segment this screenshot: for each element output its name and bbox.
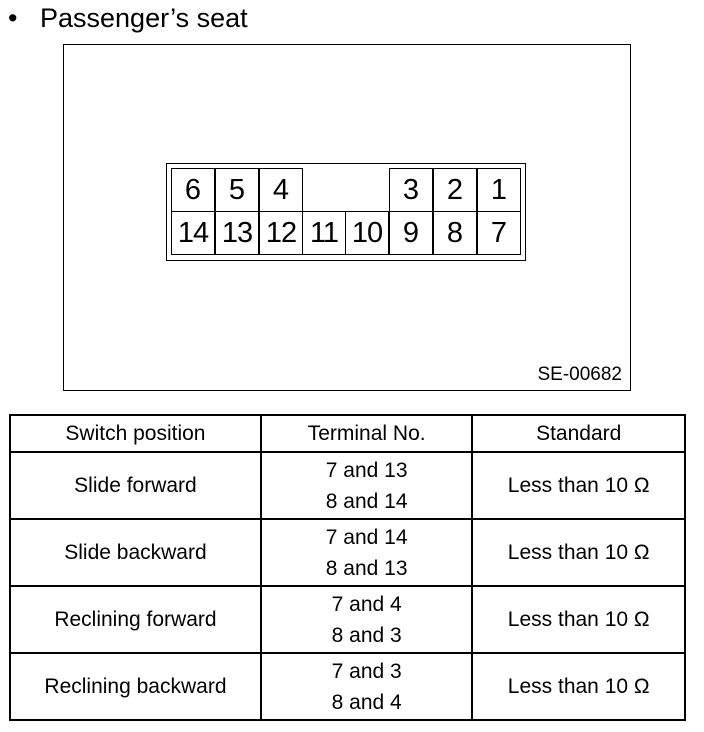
pin-4: 4 [259, 168, 303, 212]
pin-3: 3 [389, 168, 433, 212]
pin-8: 8 [433, 211, 477, 255]
pin-2: 2 [433, 168, 477, 212]
pin-12: 12 [259, 211, 303, 255]
terminal-pair: 7 and 14 [325, 525, 408, 549]
terminal-pair: 7 and 4 [331, 592, 402, 616]
pin-6: 6 [171, 168, 215, 212]
switch-position-cell: Slide backward [10, 519, 261, 586]
section-title: Passenger’s seat [40, 3, 248, 33]
pin-7: 7 [477, 211, 521, 255]
standard-cell: Less than 10 Ω [472, 452, 685, 519]
pin-1: 1 [477, 168, 521, 212]
standard-cell: Less than 10 Ω [472, 586, 685, 653]
pin-11: 11 [302, 211, 346, 255]
terminal-cell [261, 519, 472, 586]
terminal-pair: 8 and 14 [325, 489, 408, 513]
pin-9: 9 [389, 211, 433, 255]
pin-13: 13 [215, 211, 259, 255]
inspection-table [9, 414, 686, 721]
switch-position-cell: Reclining backward [10, 653, 261, 720]
terminal-pair: 7 and 13 [325, 458, 408, 482]
terminal-pair: 8 and 3 [331, 623, 402, 647]
pin-10: 10 [345, 211, 389, 255]
figure-code: SE-00682 [537, 364, 622, 385]
table-row [10, 519, 685, 586]
switch-position-cell: Reclining forward [10, 586, 261, 653]
header-standard: Standard [472, 415, 685, 452]
standard-cell: Less than 10 Ω [472, 653, 685, 720]
terminal-cell [261, 452, 472, 519]
table-row [10, 452, 685, 519]
switch-position-cell: Slide forward [10, 452, 261, 519]
table-header-row [10, 415, 685, 452]
connector-figure [63, 44, 631, 391]
table-row [10, 653, 685, 720]
section-heading [8, 0, 248, 36]
connector-outline [166, 163, 526, 261]
table-row [10, 586, 685, 653]
terminal-pair: 8 and 4 [331, 690, 402, 714]
terminal-pair: 7 and 3 [331, 659, 402, 683]
pin-5: 5 [215, 168, 259, 212]
standard-cell: Less than 10 Ω [472, 519, 685, 586]
bullet-mark: • [8, 3, 18, 33]
terminal-pair: 8 and 13 [325, 556, 408, 580]
header-switch-position: Switch position [10, 415, 261, 452]
terminal-cell [261, 653, 472, 720]
terminal-cell [261, 586, 472, 653]
header-terminal-no: Terminal No. [261, 415, 472, 452]
pin-14: 14 [171, 211, 215, 255]
